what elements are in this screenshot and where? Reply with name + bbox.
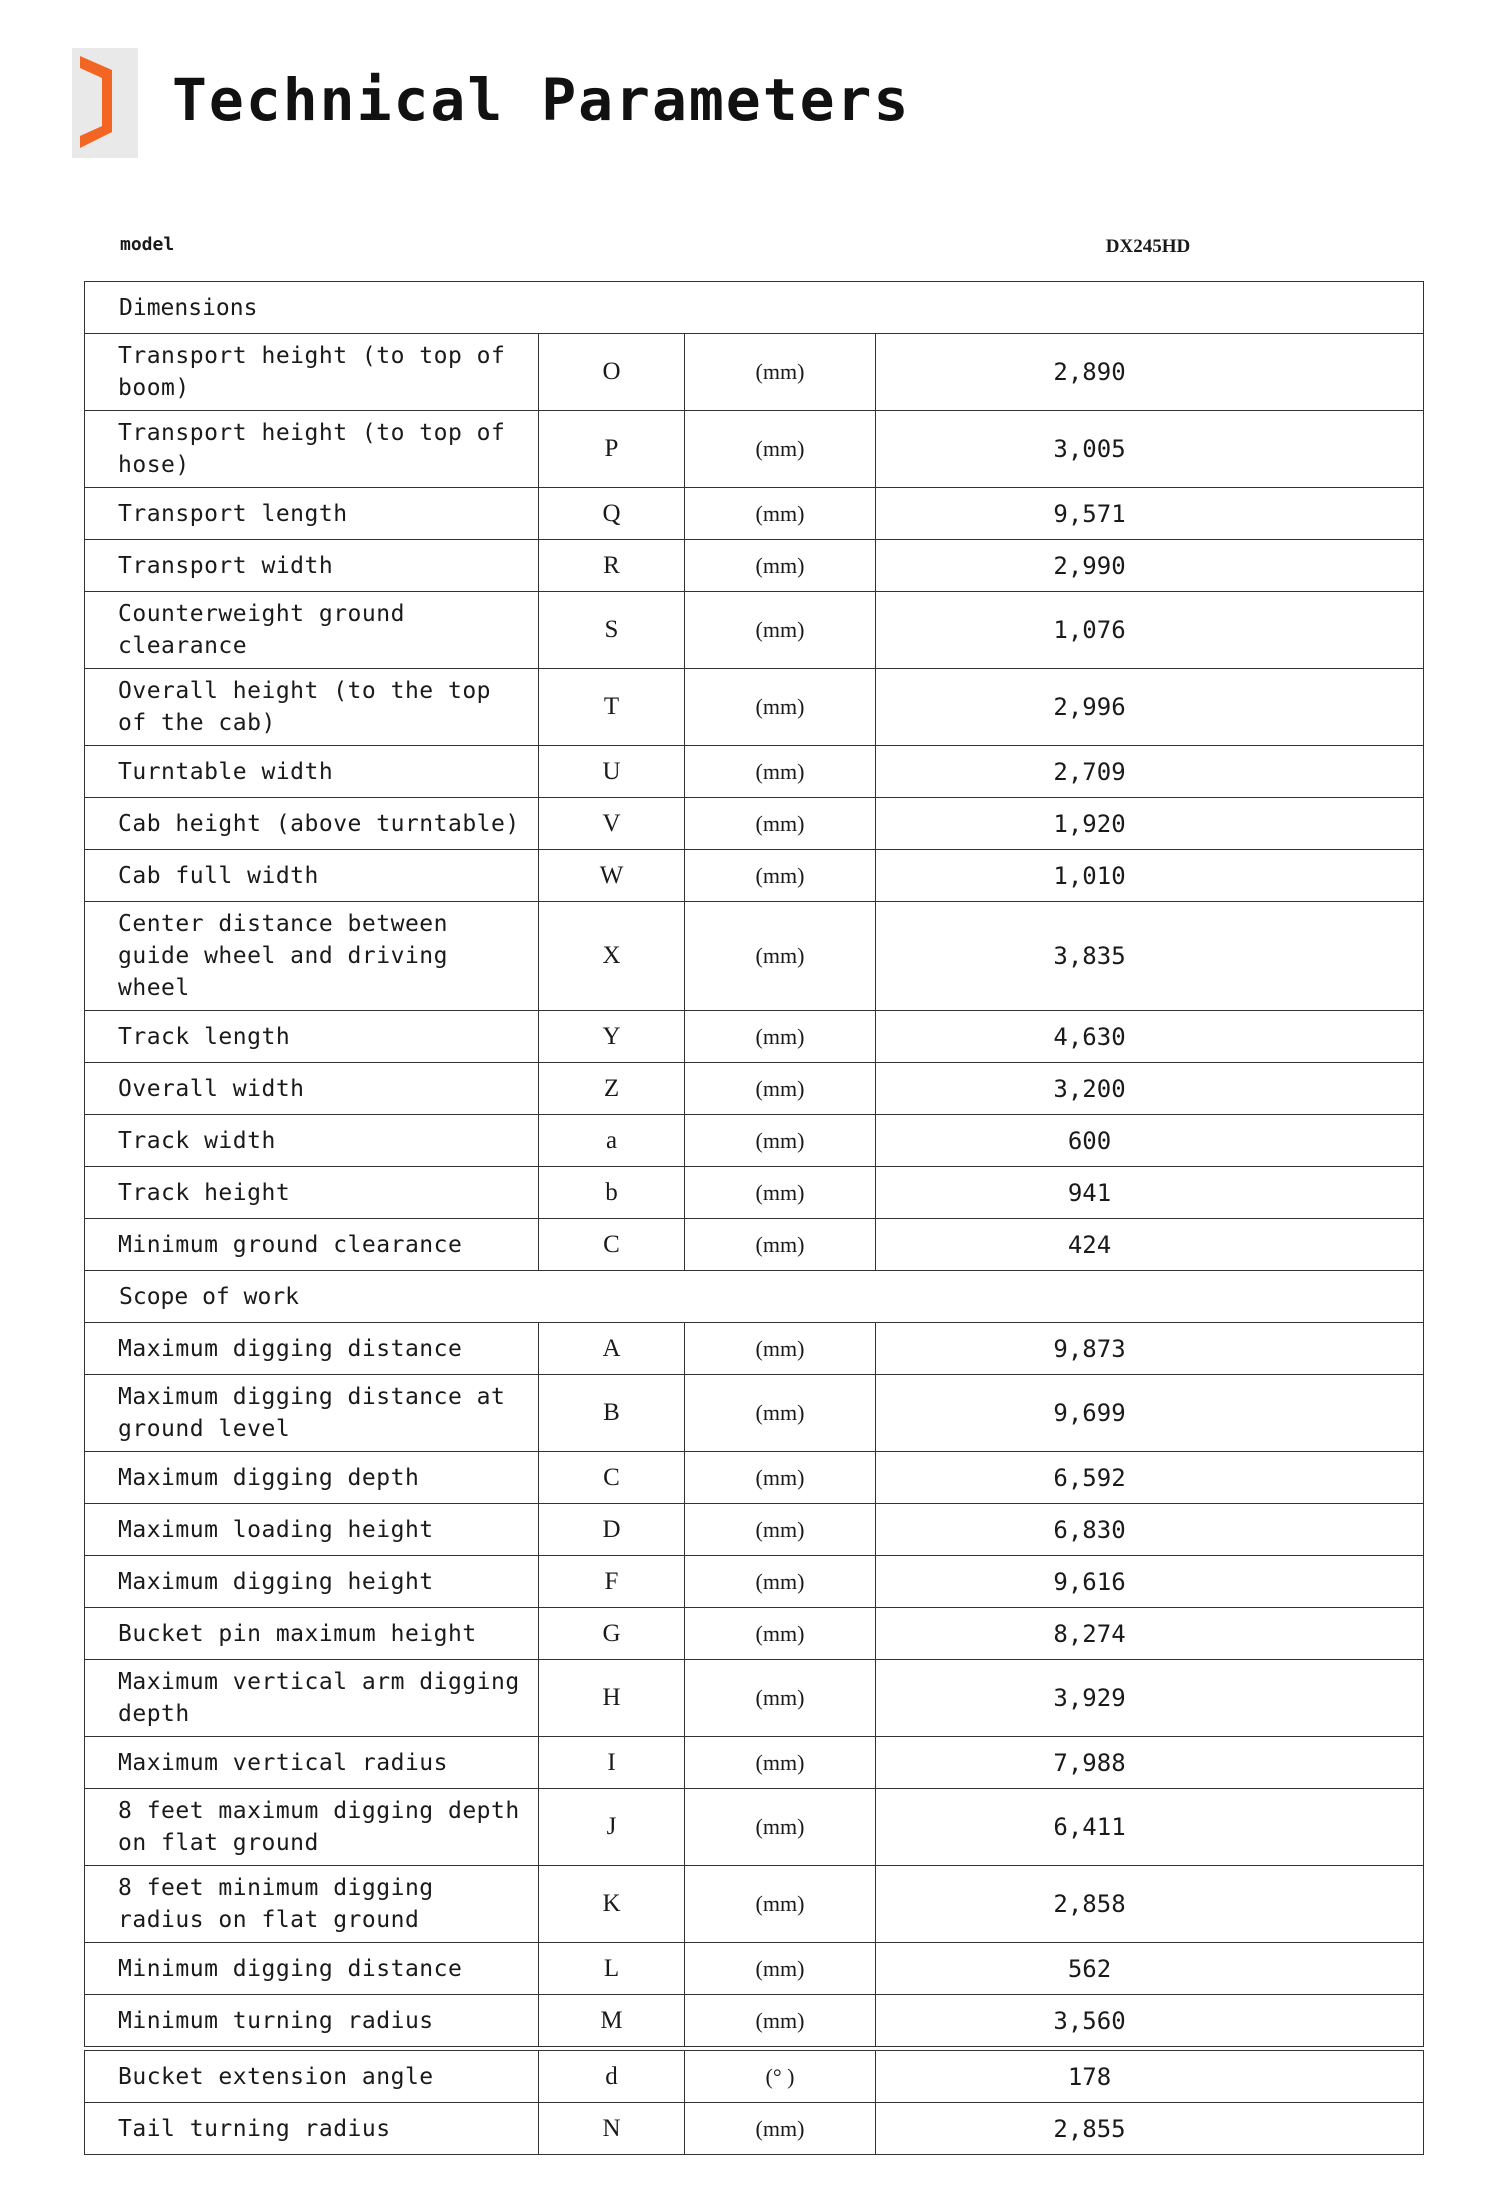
section-header-row <box>85 282 1424 334</box>
parameter-row <box>85 488 1424 540</box>
parameter-value: 9,699 <box>876 1375 1424 1452</box>
parameter-code: Y <box>539 1011 685 1063</box>
parameter-value: 2,709 <box>876 746 1424 798</box>
parameter-name: Track width <box>85 1115 539 1167</box>
parameter-row <box>85 1063 1424 1115</box>
parameter-code: R <box>539 540 685 592</box>
parameter-code: W <box>539 850 685 902</box>
parameter-value: 2,858 <box>876 1866 1424 1943</box>
section-title: Scope of work <box>85 1271 1424 1323</box>
parameter-row <box>85 1167 1424 1219</box>
parameter-name: Maximum vertical radius <box>85 1737 539 1789</box>
parameter-unit: (mm) <box>685 1063 876 1115</box>
parameter-code: A <box>539 1323 685 1375</box>
parameter-name: Cab full width <box>85 850 539 902</box>
model-label: model <box>120 234 175 255</box>
parameter-row <box>85 411 1424 488</box>
parameter-name: 8 feet minimum digging radius on flat ground <box>85 1866 539 1943</box>
parameter-value: 2,855 <box>876 2103 1424 2155</box>
parameter-name: Maximum vertical arm digging depth <box>85 1660 539 1737</box>
parameter-code: Q <box>539 488 685 540</box>
parameter-name: Transport height (to top of boom) <box>85 334 539 411</box>
parameter-row <box>85 1375 1424 1452</box>
parameter-code: V <box>539 798 685 850</box>
parameter-unit: (mm) <box>685 1504 876 1556</box>
parameter-code: C <box>539 1219 685 1271</box>
parameter-code: S <box>539 592 685 669</box>
parameter-code: K <box>539 1866 685 1943</box>
parameter-value: 2,996 <box>876 669 1424 746</box>
parameter-value: 1,010 <box>876 850 1424 902</box>
parameter-row <box>85 540 1424 592</box>
parameter-unit: (mm) <box>685 1219 876 1271</box>
parameter-row <box>85 1866 1424 1943</box>
parameter-code: H <box>539 1660 685 1737</box>
parameter-code: J <box>539 1789 685 1866</box>
parameter-row <box>85 1504 1424 1556</box>
brand-chevron-icon <box>72 48 138 158</box>
parameter-row <box>85 1660 1424 1737</box>
parameter-value: 3,929 <box>876 1660 1424 1737</box>
parameter-name: Maximum digging distance at ground level <box>85 1375 539 1452</box>
parameter-name: Bucket pin maximum height <box>85 1608 539 1660</box>
parameter-name: Overall height (to the top of the cab) <box>85 669 539 746</box>
parameter-code: U <box>539 746 685 798</box>
parameter-name: Center distance between guide wheel and driving wheel <box>85 902 539 1011</box>
parameter-row <box>85 1115 1424 1167</box>
section-header-row <box>85 1271 1424 1323</box>
parameter-name: Tail turning radius <box>85 2103 539 2155</box>
parameter-name: Transport height (to top of hose) <box>85 411 539 488</box>
parameter-code: D <box>539 1504 685 1556</box>
parameter-code: B <box>539 1375 685 1452</box>
parameter-unit: (mm) <box>685 746 876 798</box>
parameter-unit: (mm) <box>685 1375 876 1452</box>
parameter-row <box>85 1789 1424 1866</box>
parameter-unit: (mm) <box>685 1789 876 1866</box>
parameter-code: L <box>539 1943 685 1995</box>
parameters-table <box>84 281 1424 2047</box>
parameter-name: Counterweight ground clearance <box>85 592 539 669</box>
parameter-row <box>85 798 1424 850</box>
parameter-value: 3,560 <box>876 1995 1424 2047</box>
parameter-value: 1,920 <box>876 798 1424 850</box>
parameter-code: O <box>539 334 685 411</box>
extra-parameters-table <box>84 2050 1424 2155</box>
parameter-value: 6,830 <box>876 1504 1424 1556</box>
parameter-row <box>85 1556 1424 1608</box>
page-header <box>72 48 1072 158</box>
parameter-unit: (mm) <box>685 902 876 1011</box>
parameter-code: b <box>539 1167 685 1219</box>
parameter-value: 4,630 <box>876 1011 1424 1063</box>
parameter-row <box>85 1011 1424 1063</box>
parameter-value: 2,990 <box>876 540 1424 592</box>
parameter-code: I <box>539 1737 685 1789</box>
parameter-unit: (mm) <box>685 411 876 488</box>
parameter-code: a <box>539 1115 685 1167</box>
parameter-name: Minimum digging distance <box>85 1943 539 1995</box>
parameter-row <box>85 669 1424 746</box>
parameter-name: Maximum loading height <box>85 1504 539 1556</box>
parameter-name: Maximum digging height <box>85 1556 539 1608</box>
parameter-row <box>85 1737 1424 1789</box>
section-title: Dimensions <box>85 282 1424 334</box>
parameter-code: P <box>539 411 685 488</box>
parameter-value: 8,274 <box>876 1608 1424 1660</box>
parameter-name: Maximum digging depth <box>85 1452 539 1504</box>
parameter-value: 2,890 <box>876 334 1424 411</box>
parameter-value: 6,592 <box>876 1452 1424 1504</box>
parameter-value: 7,988 <box>876 1737 1424 1789</box>
parameter-name: Track height <box>85 1167 539 1219</box>
parameter-unit: (mm) <box>685 1452 876 1504</box>
parameter-value: 9,873 <box>876 1323 1424 1375</box>
parameter-row <box>85 1995 1424 2047</box>
parameter-name: Minimum ground clearance <box>85 1219 539 1271</box>
parameter-value: 9,616 <box>876 1556 1424 1608</box>
parameter-unit: (mm) <box>685 1323 876 1375</box>
parameter-code: X <box>539 902 685 1011</box>
parameter-row <box>85 1608 1424 1660</box>
parameter-code: F <box>539 1556 685 1608</box>
parameter-unit: (mm) <box>685 1943 876 1995</box>
parameter-code: Z <box>539 1063 685 1115</box>
parameter-value: 600 <box>876 1115 1424 1167</box>
parameter-name: 8 feet maximum digging depth on flat ground <box>85 1789 539 1866</box>
parameter-unit: (mm) <box>685 1995 876 2047</box>
parameter-row <box>85 1452 1424 1504</box>
parameter-value: 1,076 <box>876 592 1424 669</box>
parameter-unit: (mm) <box>685 1556 876 1608</box>
parameter-name: Turntable width <box>85 746 539 798</box>
parameter-code: C <box>539 1452 685 1504</box>
parameter-unit: (mm) <box>685 592 876 669</box>
parameter-code: M <box>539 1995 685 2047</box>
parameter-unit: (mm) <box>685 1608 876 1660</box>
parameter-value: 3,200 <box>876 1063 1424 1115</box>
parameter-code: T <box>539 669 685 746</box>
parameter-name: Maximum digging distance <box>85 1323 539 1375</box>
parameter-unit: (mm) <box>685 1660 876 1737</box>
parameter-row <box>85 2051 1424 2103</box>
parameter-unit: (mm) <box>685 540 876 592</box>
parameter-value: 178 <box>876 2051 1424 2103</box>
parameter-name: Transport length <box>85 488 539 540</box>
parameter-value: 9,571 <box>876 488 1424 540</box>
parameter-unit: (mm) <box>685 1011 876 1063</box>
parameter-unit: (mm) <box>685 850 876 902</box>
parameter-value: 424 <box>876 1219 1424 1271</box>
parameter-unit: (mm) <box>685 2103 876 2155</box>
parameter-name: Transport width <box>85 540 539 592</box>
parameter-row <box>85 1323 1424 1375</box>
parameter-code: G <box>539 1608 685 1660</box>
parameter-name: Bucket extension angle <box>85 2051 539 2103</box>
parameter-unit: (mm) <box>685 334 876 411</box>
parameter-row <box>85 1219 1424 1271</box>
parameter-unit: (mm) <box>685 1167 876 1219</box>
parameter-name: Cab height (above turntable) <box>85 798 539 850</box>
parameter-row <box>85 902 1424 1011</box>
parameter-value: 562 <box>876 1943 1424 1995</box>
page-title: Technical Parameters <box>172 66 911 134</box>
parameter-name: Track length <box>85 1011 539 1063</box>
model-value: DX245HD <box>1105 236 1191 257</box>
parameter-row <box>85 746 1424 798</box>
parameter-value: 941 <box>876 1167 1424 1219</box>
parameter-value: 3,835 <box>876 902 1424 1011</box>
parameter-unit: (mm) <box>685 1737 876 1789</box>
parameter-row <box>85 334 1424 411</box>
parameter-row <box>85 592 1424 669</box>
parameter-unit: (° ) <box>685 2051 876 2103</box>
parameter-value: 3,005 <box>876 411 1424 488</box>
parameter-unit: (mm) <box>685 798 876 850</box>
parameter-value: 6,411 <box>876 1789 1424 1866</box>
parameter-name: Minimum turning radius <box>85 1995 539 2047</box>
parameter-name: Overall width <box>85 1063 539 1115</box>
parameter-unit: (mm) <box>685 1115 876 1167</box>
parameter-row <box>85 850 1424 902</box>
parameter-code: N <box>539 2103 685 2155</box>
parameter-unit: (mm) <box>685 669 876 746</box>
parameter-row <box>85 2103 1424 2155</box>
parameter-code: d <box>539 2051 685 2103</box>
parameter-unit: (mm) <box>685 488 876 540</box>
parameter-unit: (mm) <box>685 1866 876 1943</box>
parameter-row <box>85 1943 1424 1995</box>
